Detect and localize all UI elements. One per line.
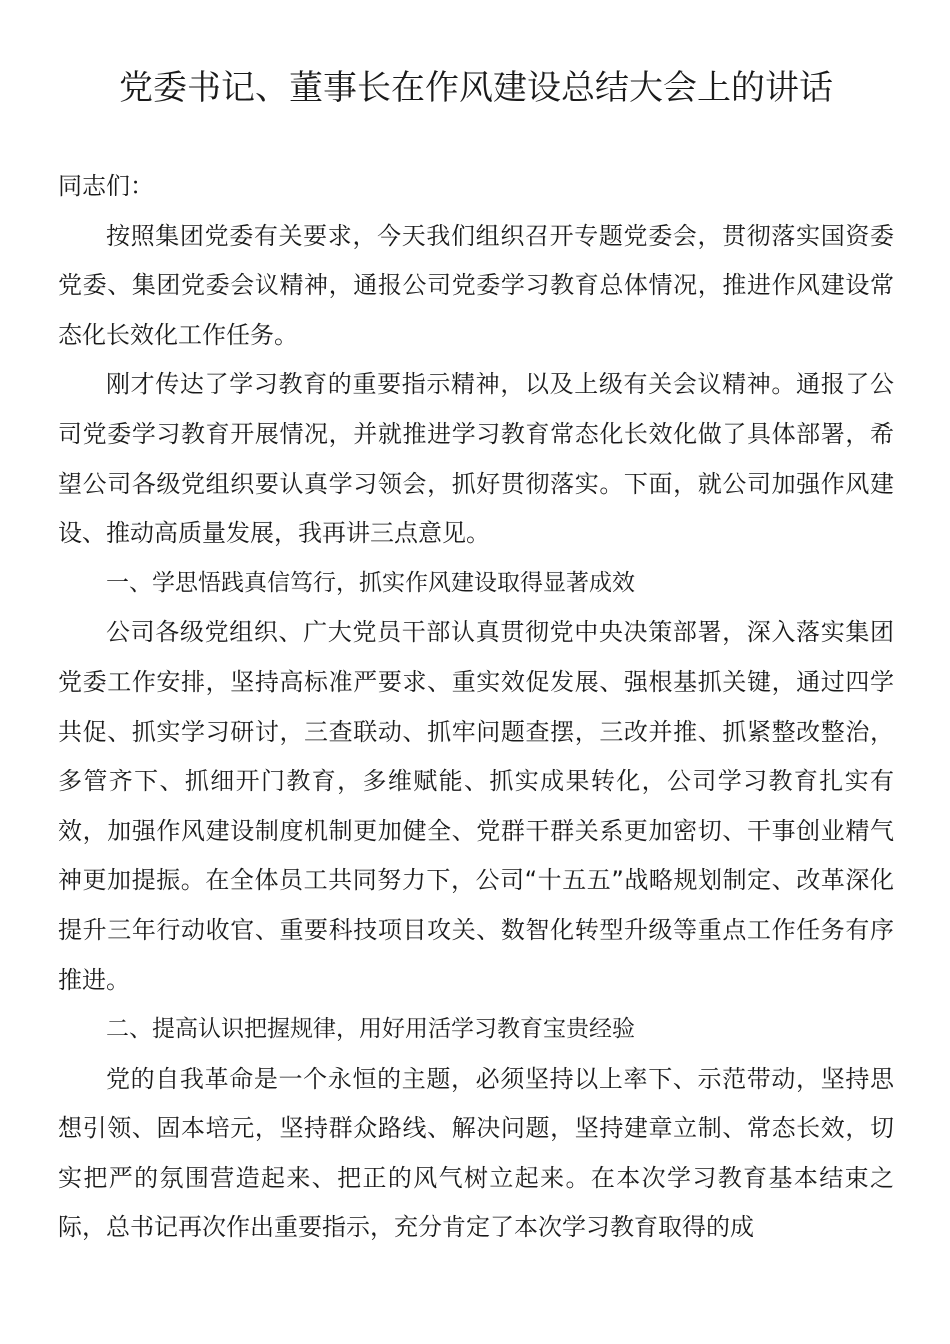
salutation: 同志们：	[58, 172, 154, 200]
section-body-1: 公司各级党组织、广大党员干部认真贯彻党中央决策部署，深入落实集团党委工作安排，坚持高标准严要求、重实效促发展、强根基抓关键，通过四学共促、抓实学习研讨，三查联动、抓牢问题查摆，三改并推、抓紧整改整治，多管齐下、抓细开门教育，多维赋能、抓实成果转化，公司学习教育扎实有效，加强作风建设制度机制更加健全、党群干群关系更加密切、干事创业精气神更加提振。在全体员工共同努力下，公司“十五五”战略规划制定、改革深化提升三年行动收官、重要科技项目攻关、数智化转型升级等重点工作任务有序推进。	[58, 618, 894, 994]
body-paragraph: 按照集团党委有关要求，今天我们组织召开专题党委会，贯彻落实国资委党委、集团党委会议精神，通报公司党委学习教育总体情况，推进作风建设常态化长效化工作任务。	[58, 221, 894, 349]
document-title: 党委书记、董事长在作风建设总结大会上的讲话	[119, 68, 833, 108]
body-paragraph: 刚才传达了学习教育的重要指示精神，以及上级有关会议精神。通报了公司党委学习教育开展情况，并就推进学习教育常态化长效化做了具体部署，希望公司各级党组织要认真学习领会，抓好贯彻落实。下面，就公司加强作风建设、推动高质量发展，我再讲三点意见。	[58, 370, 894, 548]
section-heading-2: 二、提高认识把握规律，用好用活学习教育宝贵经验	[106, 1016, 635, 1043]
section-body-2: 党的自我革命是一个永恒的主题，必须坚持以上率下、示范带动，坚持思想引领、固本培元，坚持群众路线、解决问题，坚持建章立制、常态长效，切实把严的氛围营造起来、把正的风气树立起来。在本次学习教育基本结束之际，总书记再次作出重要指示，充分肯定了本次学习教育取得的成	[58, 1064, 894, 1242]
document-page	[58, 62, 894, 1253]
section-heading-1: 一、学思悟践真信笃行，抓实作风建设取得显著成效	[106, 569, 635, 596]
